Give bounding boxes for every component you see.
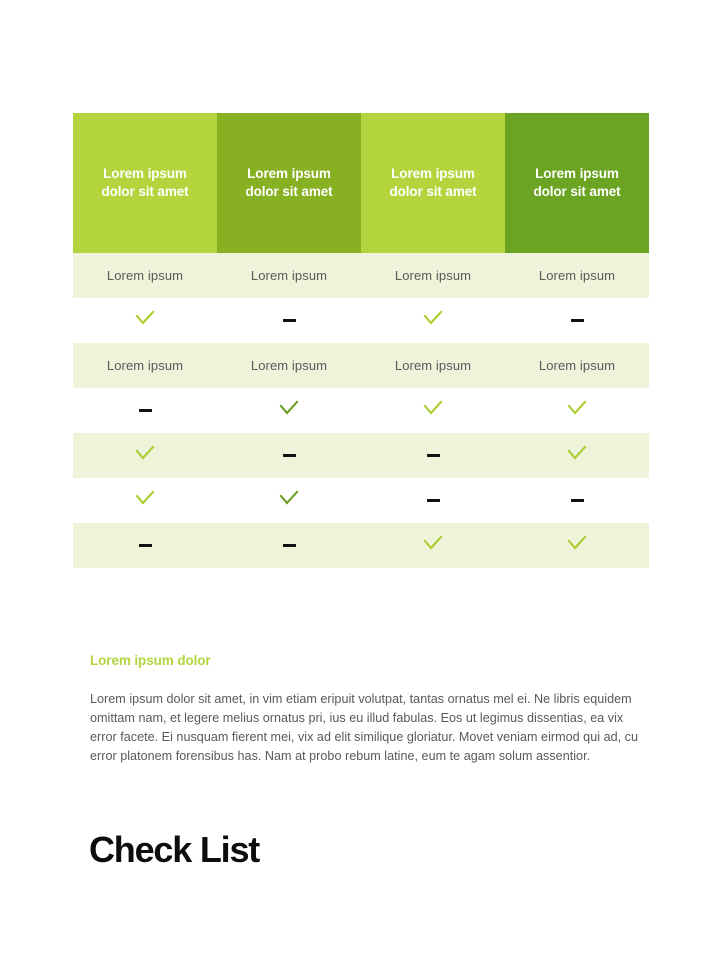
table-cell-mark	[73, 523, 217, 568]
table-cell-text	[361, 343, 505, 388]
cell-label: Lorem ipsum	[538, 267, 616, 283]
dash-bar	[571, 499, 584, 503]
table-cell-mark	[505, 298, 649, 343]
check-icon	[423, 310, 443, 326]
dash-icon	[139, 538, 152, 554]
check-icon	[567, 400, 587, 416]
check-icon	[423, 535, 443, 551]
dash-icon	[427, 493, 440, 509]
checklist-table	[73, 113, 649, 568]
table-header-cell-3	[361, 113, 505, 253]
table-header-label-2: Lorem ipsum dolor sit amet	[245, 166, 333, 199]
check-icon	[279, 490, 299, 506]
comparison-table	[73, 113, 649, 568]
table-header-label-3: Lorem ipsum dolor sit amet	[389, 166, 477, 199]
check-icon	[423, 400, 443, 416]
table-header-cell-1	[73, 113, 217, 253]
table-header-label-1: Lorem ipsum dolor sit amet	[101, 166, 189, 199]
table-cell-mark	[505, 523, 649, 568]
table-cell-text	[361, 253, 505, 298]
check-icon	[135, 490, 155, 506]
dash-bar	[427, 454, 440, 458]
dash-icon	[571, 313, 584, 329]
check-icon	[135, 445, 155, 461]
check-icon	[135, 310, 155, 326]
check-icon	[279, 400, 299, 416]
table-header-cell-2	[217, 113, 361, 253]
table-cell-mark	[217, 478, 361, 523]
table-cell-mark	[505, 388, 649, 433]
table-cell-mark	[361, 478, 505, 523]
dash-bar	[571, 319, 584, 323]
table-cell-text	[73, 253, 217, 298]
cell-label: Lorem ipsum	[106, 357, 184, 373]
table-header-row	[73, 113, 649, 253]
table-cell-text	[505, 343, 649, 388]
table-cell-mark	[505, 433, 649, 478]
table-row	[73, 343, 649, 388]
table-row	[73, 478, 649, 523]
check-icon	[567, 445, 587, 461]
dash-bar	[427, 499, 440, 503]
description-block	[90, 653, 650, 767]
cell-label: Lorem ipsum	[394, 267, 472, 283]
table-cell-mark	[361, 298, 505, 343]
dash-icon	[139, 403, 152, 419]
dash-icon	[283, 448, 296, 464]
dash-bar	[283, 319, 296, 323]
table-cell-mark	[361, 433, 505, 478]
table-row	[73, 253, 649, 298]
dash-icon	[283, 538, 296, 554]
cell-label: Lorem ipsum	[394, 357, 472, 373]
description-body: Lorem ipsum dolor sit amet, in vim etiam eripuit volutpat, tantas ornatus mel ei. Ne libris equidem omittam nam, et legere melius ornatus pri, ius eu illud fabulas. Eos ut legimus dissentias, ea vix error facete. Ei nusquam fierent mei, vix ad elit similique gloriatur. Movet veniam eirmod qui ad, cu error platonem forensibus has. Nam at probo rebum latine, eum te agam solum assentior.	[90, 692, 638, 764]
table-cell-mark	[505, 478, 649, 523]
table-header-cell-4	[505, 113, 649, 253]
dash-bar	[283, 544, 296, 548]
dash-icon	[571, 493, 584, 509]
table-row	[73, 388, 649, 433]
table-row	[73, 523, 649, 568]
table-cell-mark	[73, 388, 217, 433]
table-cell-mark	[361, 388, 505, 433]
cell-label: Lorem ipsum	[106, 267, 184, 283]
table-cell-mark	[217, 298, 361, 343]
dash-icon	[427, 448, 440, 464]
dash-bar	[283, 454, 296, 458]
table-cell-mark	[361, 523, 505, 568]
dash-bar	[139, 544, 152, 548]
table-cell-mark	[73, 298, 217, 343]
table-row	[73, 433, 649, 478]
dash-icon	[283, 313, 296, 329]
table-cell-text	[73, 343, 217, 388]
table-cell-mark	[217, 388, 361, 433]
table-cell-mark	[73, 478, 217, 523]
description-heading: Lorem ipsum dolor	[90, 653, 211, 668]
cell-label: Lorem ipsum	[250, 267, 328, 283]
table-header-label-4: Lorem ipsum dolor sit amet	[533, 166, 621, 199]
cell-label: Lorem ipsum	[250, 357, 328, 373]
table-cell-text	[217, 253, 361, 298]
table-cell-text	[505, 253, 649, 298]
table-body	[73, 253, 649, 568]
dash-bar	[139, 409, 152, 413]
table-cell-mark	[217, 523, 361, 568]
check-icon	[567, 535, 587, 551]
table-cell-mark	[73, 433, 217, 478]
table-cell-text	[217, 343, 361, 388]
table-cell-mark	[217, 433, 361, 478]
table-row	[73, 298, 649, 343]
page-title: Check List	[89, 829, 260, 870]
cell-label: Lorem ipsum	[538, 357, 616, 373]
